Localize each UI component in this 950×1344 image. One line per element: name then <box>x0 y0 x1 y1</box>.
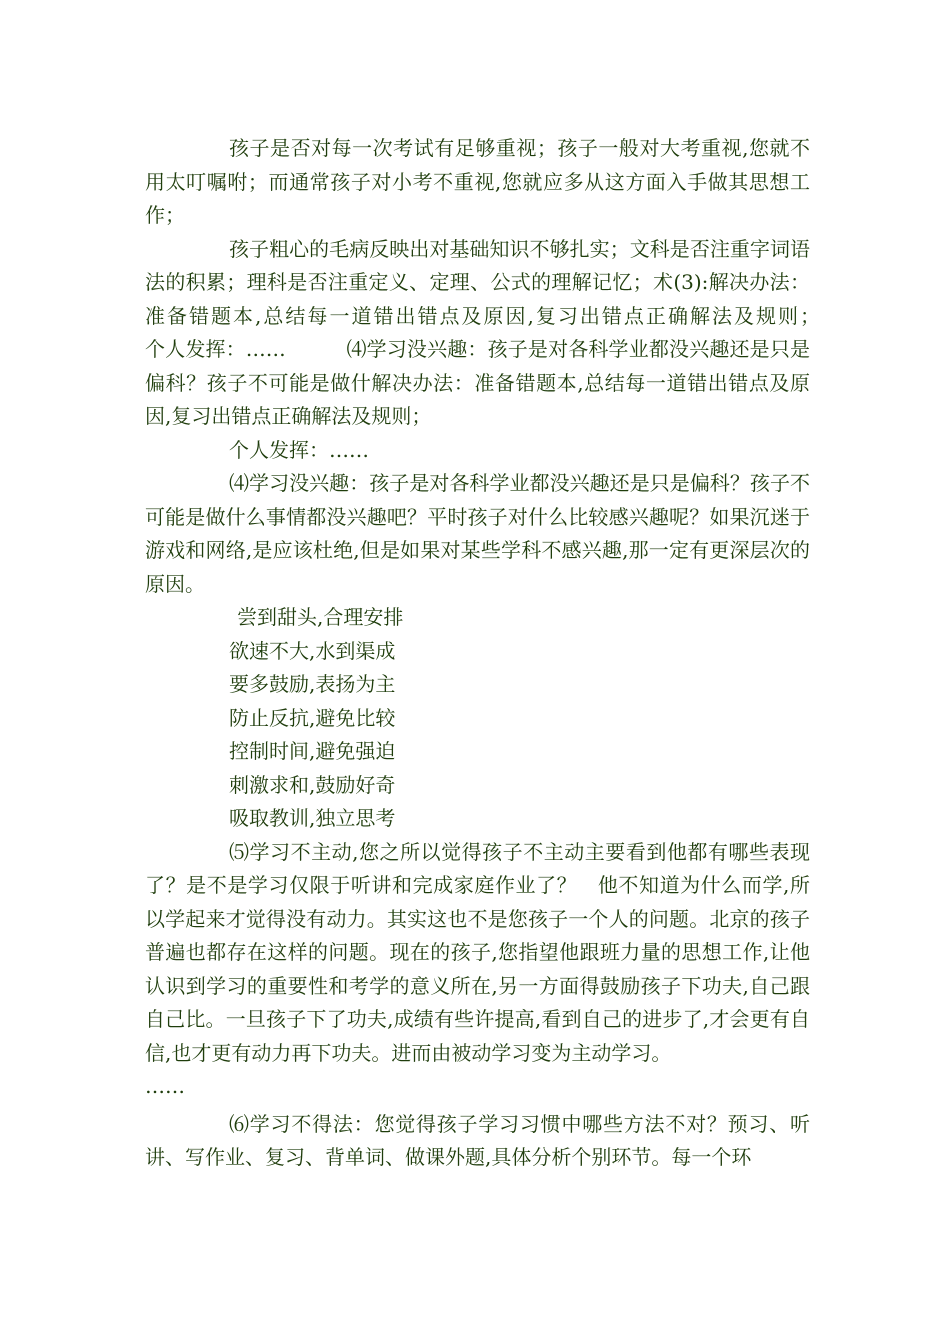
list-item: 尝到甜头,合理安排 <box>237 605 404 629</box>
tips-list <box>145 601 810 836</box>
list-item: 吸取教训,独立思考 <box>229 806 396 830</box>
list-item: 要多鼓励,表扬为主 <box>229 672 396 696</box>
list-item: 防止反抗,避免比较 <box>229 705 396 730</box>
paragraph-carelessness: 孩子粗心的毛病反映出对基础知识不够扎实；文科是否注重字词语法的积累；理科是否注重定义、定理、公式的理解记忆；术(3):解决办法：准备错题本,总结每一道错出错点及原因,复习出错点正确解法及规则； 个人发挥：…… ⑷学习没兴趣：孩子是对各科学业都没兴趣还是只是偏科？孩子不可能是做什解决办法：准备错题本,总结每一道错出错点及原因,复习出错点正确解法及规则； <box>145 236 870 428</box>
list-item: 控制时间,避免强迫 <box>229 739 396 763</box>
paragraph-personal-note: 个人发挥：…… <box>229 437 369 462</box>
paragraph-not-proactive: ⑸学习不主动,您之所以觉得孩子不主动主要看到他都有哪些表现了？是不是学习仅限于听讲和完成家庭作业了？ 他不知道为什么而学,所以学起来才觉得没有动力。其实这也不是您孩子一个人的问题。北京的孩子普遍也都存在这样的问题。现在的孩子,您指望他跟班力量的思想工作,让他认识到学习的重要性和考学的意义所在,另一方面得鼓励孩子下功夫,自己跟自己比。一旦孩子下了功夫,成绩有些许提高,看到自己的进步了,才会更有自信,也才更有动力再下功夫。进而由被动学习变为主动学习。 <box>145 839 810 1065</box>
paragraph-no-interest: ⑷学习没兴趣：孩子是对各科学业都没兴趣还是只是偏科？孩子不可能是做什么事情都没兴趣吧？平时孩子对什么比较感兴趣呢？如果沉迷于游戏和网络,是应该杜绝,但是如果对某些学科不感兴趣,那一定有更深层次的原因。 <box>145 471 810 596</box>
paragraph-ellipsis: …… <box>145 1074 185 1098</box>
paragraph-exam-attitude: 孩子是否对每一次考试有足够重视；孩子一般对大考重视,您就不用太叮嘱咐；而通常孩子对小考不重视,您就应多从这方面入手做其思想工作； <box>145 136 810 227</box>
list-item: 欲速不大,水到渠成 <box>229 638 396 663</box>
document-body <box>145 132 870 1175</box>
list-item: 刺激求和,鼓励好奇 <box>229 772 396 797</box>
paragraph-wrong-method: ⑹学习不得法：您觉得孩子学习习惯中哪些方法不对？预习、听讲、写作业、复习、背单词、做课外题,具体分析个别环节。每一个环 <box>145 1111 810 1169</box>
